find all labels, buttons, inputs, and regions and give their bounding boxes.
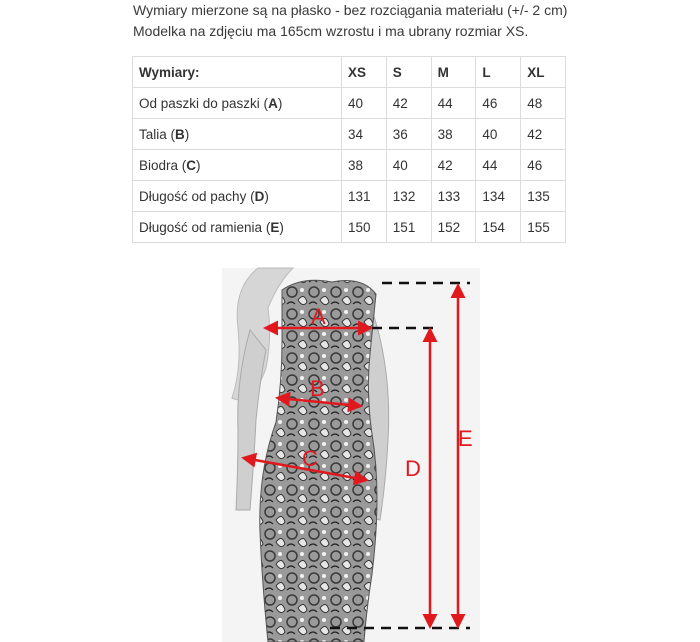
table-cell: 34: [342, 119, 387, 150]
header-cell-l: L: [476, 57, 521, 88]
table-cell: 131: [342, 181, 387, 212]
table-cell: 154: [476, 212, 521, 243]
table-cell: 132: [386, 181, 431, 212]
header-cell-xl: XL: [521, 57, 566, 88]
measurement-note: Wymiary mierzone są na płasko - bez rozciągania materiału (+/- 2 cm): [133, 2, 568, 18]
label-c: C: [302, 446, 318, 471]
table-cell: 44: [431, 88, 476, 119]
header-cell-s: S: [386, 57, 431, 88]
table-cell: 38: [431, 119, 476, 150]
table-cell: 40: [386, 150, 431, 181]
table-cell: 38: [342, 150, 387, 181]
model-figure: [222, 268, 480, 642]
table-cell: 46: [521, 150, 566, 181]
table-cell: 152: [431, 212, 476, 243]
table-cell: 40: [342, 88, 387, 119]
header-cell-m: M: [431, 57, 476, 88]
table-cell: 151: [386, 212, 431, 243]
table-cell: 155: [521, 212, 566, 243]
row-label: Biodra (C): [133, 150, 342, 181]
table-cell: 42: [521, 119, 566, 150]
label-b: B: [310, 376, 325, 401]
model-note: Modelka na zdjęciu ma 165cm wzrostu i ma ubrany rozmiar XS.: [133, 23, 529, 39]
table-cell: 133: [431, 181, 476, 212]
table-cell: 44: [476, 150, 521, 181]
table-cell: 150: [342, 212, 387, 243]
label-d: D: [405, 456, 421, 481]
label-a: A: [311, 304, 326, 329]
table-cell: 135: [521, 181, 566, 212]
table-cell: 36: [386, 119, 431, 150]
table-cell: 46: [476, 88, 521, 119]
header-cell-label: Wymiary:: [133, 57, 342, 88]
row-label: Od paszki do paszki (A): [133, 88, 342, 119]
table-cell: 48: [521, 88, 566, 119]
row-label: Talia (B): [133, 119, 342, 150]
table-cell: 134: [476, 181, 521, 212]
table-cell: 40: [476, 119, 521, 150]
row-label: Długość od ramienia (E): [133, 212, 342, 243]
row-label: Długość od pachy (D): [133, 181, 342, 212]
header-cell-xs: XS: [342, 57, 387, 88]
label-e: E: [458, 426, 473, 451]
table-cell: 42: [386, 88, 431, 119]
table-cell: 42: [431, 150, 476, 181]
